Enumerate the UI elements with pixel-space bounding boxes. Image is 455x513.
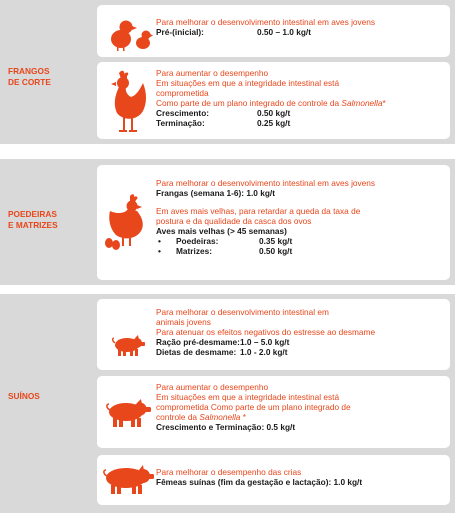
category-swine: SUÍNOS [8, 391, 40, 401]
swine-young-text: Para melhorar o desenvolvimento intestinal em animais jovens Para atenuar os efeitos negativos do estresse ao desmame Ração pré-desmame: 1.0 – 5.0 kg/t Dietas de desmame: 1.0 - 2.0 kg/t [156, 307, 446, 357]
sows-card [97, 455, 450, 505]
dose-row: Pré-(inicial): 0.50 – 1.0 kg/t [156, 27, 311, 37]
broilers-performance-text: Para aumentar o desempenho Em situações em que a integridade intestinal está comprometida Como parte de um plano integrado de controle da Salmonella* Crescimento: 0.50 kg/t Terminação: 0.25 kg/t [156, 68, 446, 128]
swine-performance-text: Para aumentar o desempenho Em situações em que a integridade intestinal está comprometida Como parte de um plano integrado de controle da Salmonella * Crescimento e Terminação: 0.5 kg/t [156, 382, 446, 432]
salmonella-line: Como parte de um plano integrado de controle da Salmonella* [156, 98, 386, 108]
broilers-young-card [97, 5, 450, 57]
hen-with-eggs-icon [104, 193, 154, 253]
dose-row: Ração pré-desmame: 1.0 – 5.0 kg/t [156, 337, 290, 347]
sow-icon [102, 465, 154, 495]
category-layers: POEDEIRAS E MATRIZES [8, 209, 58, 230]
sows-text: Para melhorar o desempenho das crias Fêmeas suínas (fim da gestação e lactação): 1.0 kg/t [156, 467, 363, 487]
swine-performance-card [97, 376, 450, 448]
dose-row: Crescimento: 0.50 kg/t [156, 108, 291, 118]
chicks-icon [107, 15, 153, 51]
layers-text: Para melhorar o desenvolvimento intestinal em aves jovens Frangas (semana 1-6): 1.0 kg/t Em aves mais velhas, para retardar a queda da taxa de postura e da qualidade da casca dos ovos Aves mais velhas (> 45 semanas) • Poedeiras: 0.35 kg/t • Matrizes: 0.50 kg/t [156, 178, 446, 256]
layers-breeders-section [0, 159, 455, 285]
broilers-young-text: Para melhorar o desenvolvimento intestinal em aves jovens Pré-(inicial): 0.50 – 1.0 kg/t [156, 17, 446, 37]
layers-card [97, 165, 450, 280]
pig-icon [105, 399, 151, 427]
dose-bullet-row: • Poedeiras: 0.35 kg/t [158, 236, 293, 246]
piglet-icon [111, 335, 145, 357]
swine-section [0, 294, 455, 513]
category-broilers: FRANGOS DE CORTE [8, 66, 51, 87]
dose-row: Dietas de desmame: 1.0 - 2.0 kg/t [156, 347, 288, 357]
broilers-performance-card [97, 62, 450, 139]
dose-row: Terminação: 0.25 kg/t [156, 118, 291, 128]
rooster-icon [107, 69, 151, 135]
broilers-section [0, 0, 455, 144]
dose-bullet-row: • Matrizes: 0.50 kg/t [158, 246, 293, 256]
salmonella-line: controle da Salmonella * [156, 412, 246, 422]
swine-young-card [97, 299, 450, 370]
